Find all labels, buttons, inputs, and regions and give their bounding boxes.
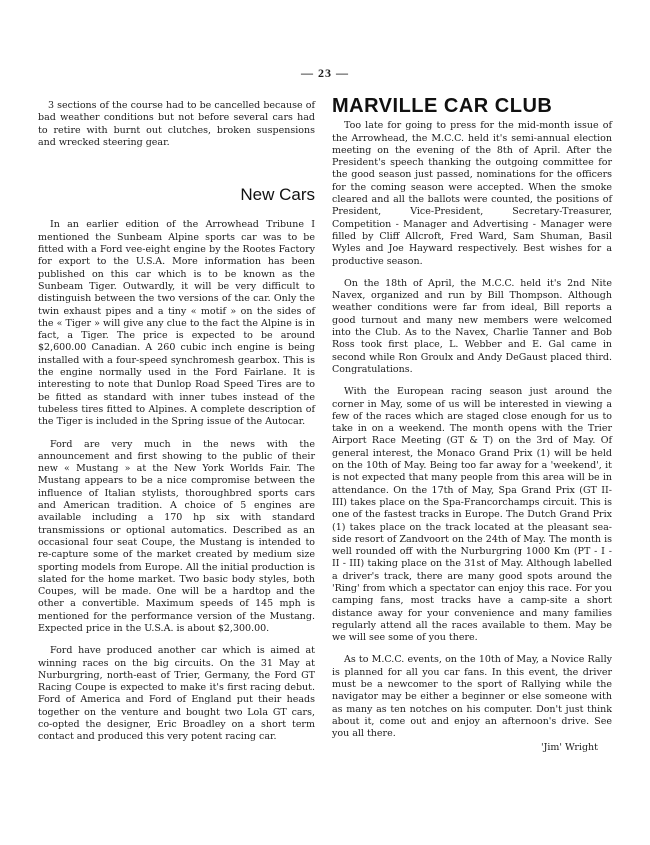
- article-paragraph: As to M.C.C. events, on the 10th of May, a Novice Rally is planned for all you car fans. In this event, the driver must be a newcomer to the sport of Rallying while the navigator may be either a beginner or else someone with as many as ten notches on his computer. Don't just think about it, come out and enjoy an afternoon's drive. See you all there.: [332, 654, 612, 740]
- right-column: [332, 95, 612, 754]
- left-column: [38, 100, 315, 744]
- intro-paragraph: 3 sections of the course had to be cancelled because of bad weather conditions but not before several cars had to retire with burnt out clutches, broken suspensions and wrecked steering gear.: [38, 100, 315, 148]
- article-paragraph: Too late for going to press for the mid-month issue of the Arrowhead, the M.C.C. held it's semi-annual election meeting on the evening of the 8th of April. After the President's speech thanking the outgoing committee for the good season just passed, nominations for the officers for the coming season were accepted. When the smoke cleared and all the ballots were counted, the positions of President, Vice-President, Secretary-Treasurer, Competition - Manager and Advertising - Manager were filled by Cliff Allcroft, Fred Ward, Sam Shuman, Basil Wyles and Joe Hayward respectively. Best wishes for a productive season.: [332, 120, 612, 267]
- car-club-heading: MARVILLE CAR CLUB: [332, 95, 553, 117]
- article-paragraph: On the 18th of April, the M.C.C. held it's 2nd Nite Navex, organized and run by Bill Thompson. Although weather conditions were far from ideal, Bill reports a good turnout and many new members were welcomed into the Club. As to the Navex, Charlie Tanner and Bob Ross took first place, L. Webber and E. Gal came in second while Ron Groulx and Andy DeGaust placed third. Congratulations.: [332, 277, 612, 375]
- article-paragraph: Ford are very much in the news with the announcement and first showing to the public of their new « Mustang » at the New York Worlds Fair. The Mustang appears to be a nice compromise between the influence of Italian stylists, thoroughbred sports cars and American tradition. A choice of 5 engines are available including a 170 hp six with standard transmissions or optional automatics. Described as an occasional four seat Coupe, the Mustang is intended to re-capture some of the market created by medium size sporting models from Europe. All the initial production is slated for the home market. Two basic body styles, both Coupes, will be made. One will be a hardtop and the other a convertible. Maximum speeds of 145 mph is mentioned for the performance version of the Mustang. Expected price in the U.S.A. is about $2,300.00.: [38, 438, 315, 634]
- author-signature: 'Jim' Wright: [540, 741, 598, 753]
- article-paragraph: Ford have produced another car which is aimed at winning races on the big circuits. On the 31 May at Nurburgring, north-east of Trier, Germany, the Ford GT Racing Coupe is expected to make it's first racing debut. Ford of America and Ford of England put their heads together on the venture and bought two Lola GT cars, co-opted the designer, Eric Broadley on a short term contact and produced this very potent racing car.: [38, 645, 315, 743]
- page-number: — 23 —: [301, 66, 349, 80]
- article-paragraph: With the European racing season just around the corner in May, some of us will be interested in viewing a few of the races which are staged close enough for us to take in on a weekend. The month opens with the Trier Airport Race Meeting (GT & T) on the 3rd of May. Of general interest, the Monaco Grand Prix (1) will be held on the 10th of May. Being too far away for a 'weekend', it is not expected that many people from this area will be in attendance. On the 17th of May, Spa Grand Prix (GT II-III) takes place on the Spa-Francorchamps circuit. This is one of the fastest tracks in Europe. The Dutch Grand Prix (1) takes place on the track located at the pleasant sea-side resort of Zandvoort on the 24th of May. The month is well rounded off with the Nurburgring 1000 Km (PT - I - II - III) taking place on the 31st of May. Although labelled a driver's track, there are many good spots around the 'Ring' from which a spectator can enjoy this race. For you camping fans, most tracks have a camp-site a short distance away for your convenience and many families regularly attend all the races available to them. May be we will see some of you there.: [332, 386, 612, 644]
- new-cars-heading: New Cars: [240, 185, 315, 205]
- article-paragraph: In an earlier edition of the Arrowhead Tribune I mentioned the Sunbeam Alpine sports car was to be fitted with a Ford vee-eight engine by the Rootes Factory for export to the U.S.A. More information has been published on this car which is to be known as the Sunbeam Tiger. Outwardly, it will be very difficult to distinguish between the two versions of the car. Only the twin exhaust pipes and a tiny « motif » on the sides of the « Tiger » will give any clue to the fact the Alpine is in fact, a Tiger. The price is expected to be around $2,600.00 Canadian. A 260 cubic inch engine is being installed with a four-speed synchromesh gearbox. This is the engine normally used in the Ford Fairlane. It is interesting to note that Dunlop Road Speed Tires are to be fitted as standard with inner tubes instead of the tubeless tires fitted to Alpines. A complete description of the Tiger is included in the Spring issue of the Autocar.: [38, 219, 315, 428]
